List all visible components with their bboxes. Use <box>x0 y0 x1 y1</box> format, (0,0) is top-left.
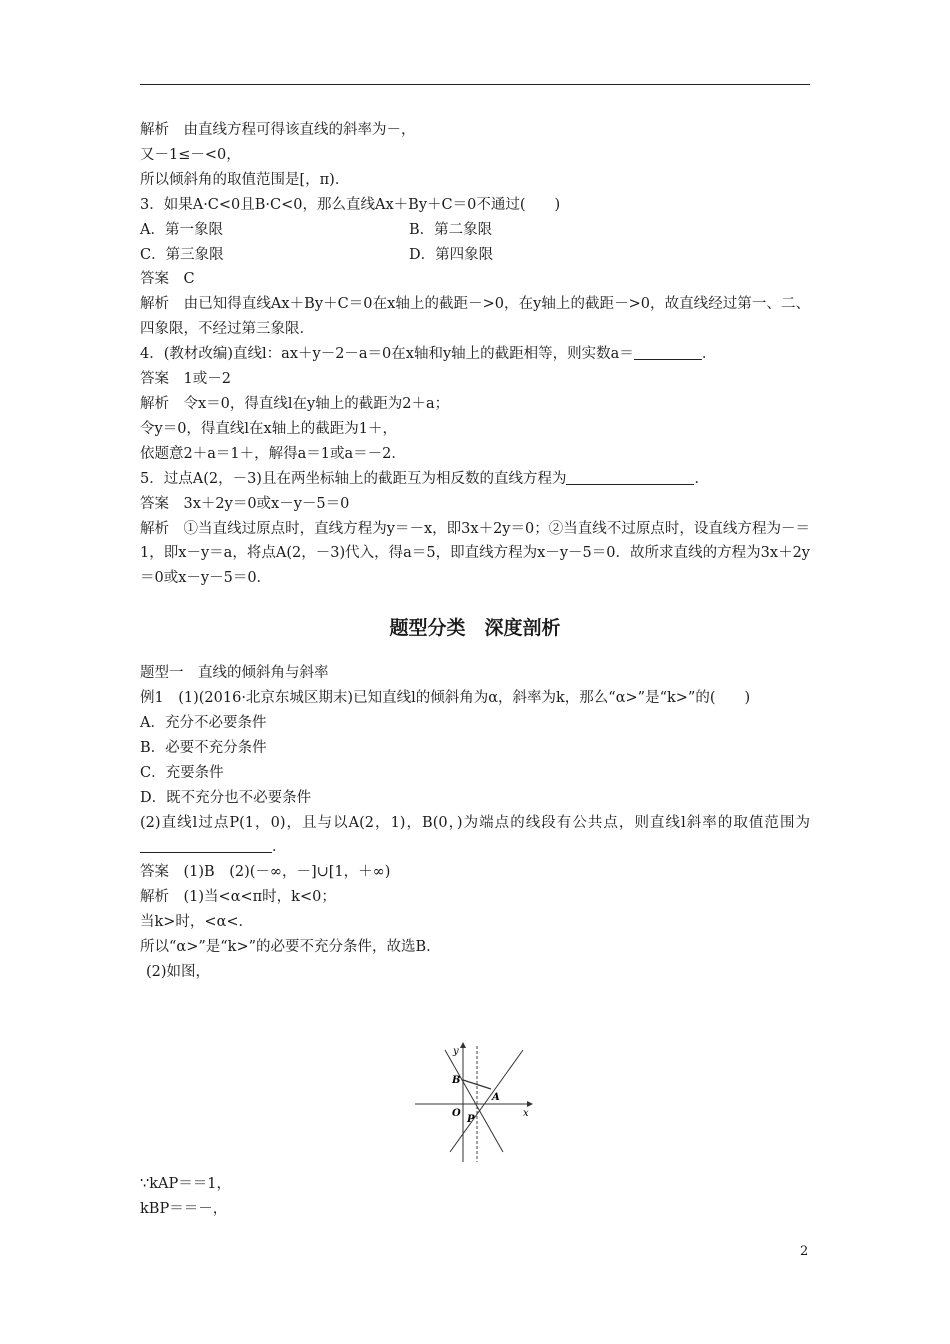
q4-stem-text: 4．(教材改编)直线l：ax＋y－2－a＝0在x轴和y轴上的截距相等，则实数a＝ <box>140 346 634 363</box>
ex1-answer: 答案 (1)B (2)(－∞，－]∪[1，＋∞) <box>140 864 391 881</box>
label-p: P <box>467 1114 475 1125</box>
section-heading: 题型分类 深度剖析 <box>389 617 561 640</box>
answer-blank[interactable] <box>566 470 694 485</box>
analysis-line: 所以倾斜角的取值范围是[，π)． <box>140 171 350 188</box>
option-d: D．第四象限 <box>409 246 494 263</box>
header-rule <box>140 84 810 85</box>
ex1-analysis-line: 当k>时，<α<． <box>140 914 254 931</box>
q4-stem-end: ． <box>701 346 717 363</box>
y-axis-arrow <box>460 1042 466 1048</box>
q3-answer: 答案 C <box>140 271 195 288</box>
line-pa <box>450 1050 523 1152</box>
q5-analysis: 解析 ①当直线过原点时，直线方程为y＝－x，即3x＋2y＝0；②当直线不过原点时，设直线方程为－＝1，即x－y＝a，将点A(2，－3)代入，得a＝5，即直线方程为x－y－5＝0．故所求直线的方程为3x＋2y＝0或x－y－5＝0． <box>140 520 810 587</box>
q4-analysis-line: 解析 令x＝0，得直线l在y轴上的截距为2＋a； <box>140 395 450 412</box>
label-o: O <box>452 1108 461 1119</box>
option-a: A．第一象限 <box>140 221 223 238</box>
x-axis-arrow <box>527 1101 533 1107</box>
label-y: y <box>453 1046 459 1057</box>
q5-stem-text: 5．过点A(2，－3)且在两坐标轴上的截距互为相反数的直线方程为 <box>140 470 567 487</box>
ex1-option-c: C．充要条件 <box>140 764 224 781</box>
slope-ap-line: ∵kAP＝＝1， <box>140 1176 231 1192</box>
label-x: x <box>523 1108 529 1119</box>
analysis-line: 解析 由直线方程可得该直线的斜率为－， <box>140 122 416 138</box>
option-c: C．第三象限 <box>140 246 224 263</box>
page-number: 2 <box>800 1244 809 1259</box>
question-3-stem: 3．如果A·C<0且B·C<0，那么直线Ax＋By＋C＝0不通过( ) <box>140 196 561 213</box>
document-tail <box>140 1172 540 1222</box>
ex1-option-d: D．既不充分也不必要条件 <box>140 789 312 806</box>
label-a: A <box>492 1092 500 1103</box>
ex1-analysis-line: (2)如图， <box>146 964 211 980</box>
label-b: B <box>452 1075 461 1086</box>
example-1-part-2 <box>140 811 810 861</box>
ex1-part2-end: ． <box>272 839 287 856</box>
q5-answer: 答案 3x＋2y＝0或x－y－5＝0 <box>140 495 350 512</box>
answer-blank[interactable] <box>634 345 702 360</box>
type-1-title: 题型一 直线的倾斜角与斜率 <box>140 665 329 682</box>
coordinate-figure <box>415 1042 535 1164</box>
document-body <box>140 118 810 985</box>
q3-options-row-2 <box>140 243 810 268</box>
ex1-analysis-line: 所以“α>”是“k>”的必要不充分条件，故选B． <box>140 939 441 956</box>
q4-analysis-line: 依题意2＋a＝1＋，解得a＝1或a＝－2． <box>140 445 406 462</box>
answer-blank[interactable] <box>140 838 272 853</box>
q3-options-row-1 <box>140 218 810 243</box>
ex1-option-a: A．充分不必要条件 <box>140 714 267 731</box>
slope-bp-line: kBP＝＝－， <box>140 1200 228 1217</box>
question-4-stem <box>140 342 810 367</box>
q5-stem-end: ． <box>694 470 709 487</box>
analysis-line: 又－1≤－<0， <box>140 146 241 163</box>
ex1-part2-text: (2)直线l过点P(1，0)，且与以A(2，1)，B(0，)为端点的线段有公共点，则直线l斜率的取值范围为 <box>140 814 810 831</box>
example-1-stem: 例1 (1)(2016·北京东城区期末)已知直线l的倾斜角为α，斜率为k，那么“α>”是“k>”的( ) <box>140 690 751 707</box>
q4-answer: 答案 1或－2 <box>140 371 231 388</box>
ex1-option-b: B．必要不充分条件 <box>140 739 267 756</box>
q4-analysis-line: 令y＝0，得直线l在x轴上的截距为1＋， <box>140 420 397 437</box>
ex1-analysis-line: 解析 (1)当<α<π时，k<0； <box>140 889 336 906</box>
option-b: B．第二象限 <box>409 221 493 238</box>
q3-analysis: 解析 由已知得直线Ax＋By＋C＝0在x轴上的截距－>0，在y轴上的截距－>0，故直线经过第一、二、四象限，不经过第三象限． <box>140 296 810 338</box>
question-5-stem <box>140 467 810 492</box>
